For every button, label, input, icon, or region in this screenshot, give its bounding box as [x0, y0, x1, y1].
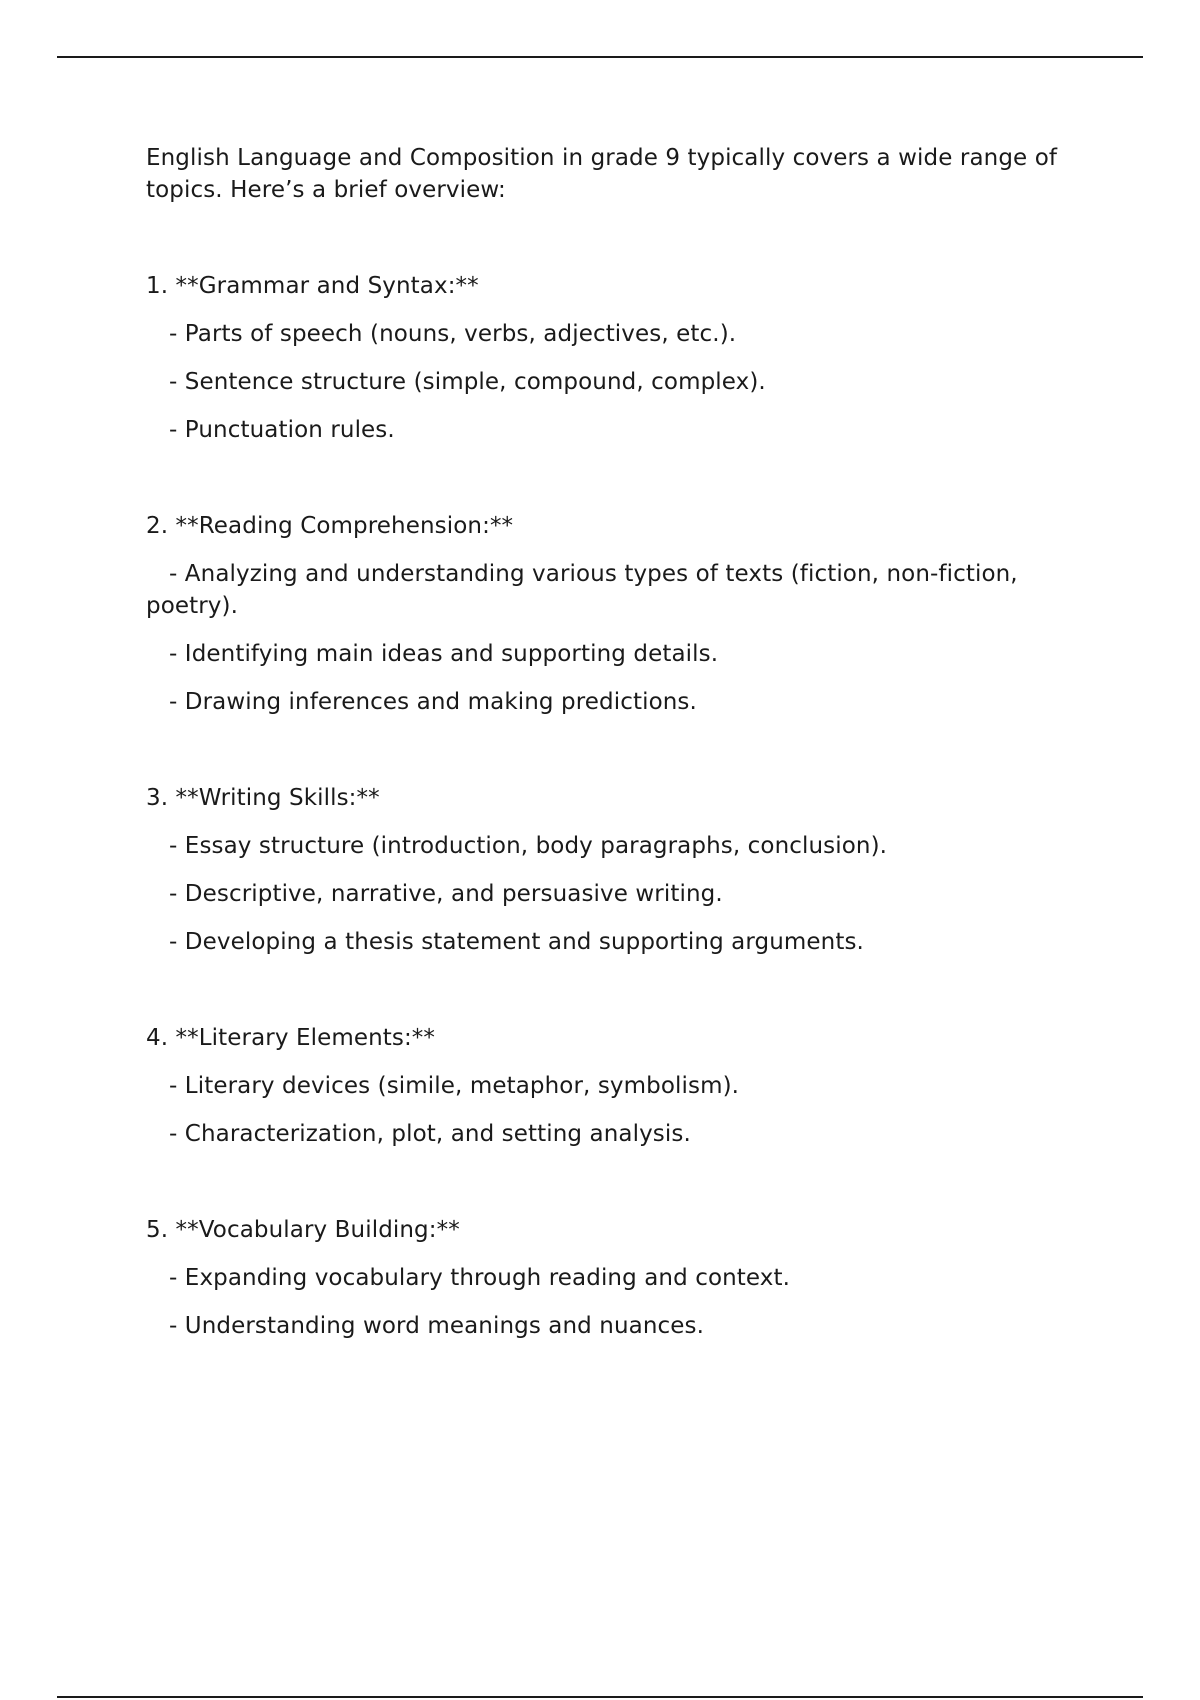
section-heading: 1. **Grammar and Syntax:** [146, 273, 479, 299]
section-reading [146, 510, 1086, 718]
list-item: - Drawing inferences and making predictions. [169, 689, 697, 715]
document-body [146, 142, 1086, 1342]
section-grammar [146, 270, 1086, 446]
section-heading: 2. **Reading Comprehension:** [146, 513, 514, 539]
list-item: - Literary devices (simile, metaphor, symbolism). [169, 1073, 740, 1099]
section-literary [146, 1022, 1086, 1150]
section-heading: 3. **Writing Skills:** [146, 785, 380, 811]
list-item: - Understanding word meanings and nuances. [169, 1313, 705, 1339]
section-heading: 5. **Vocabulary Building:** [146, 1217, 460, 1243]
list-item: - Parts of speech (nouns, verbs, adjectives, etc.). [169, 321, 737, 347]
list-item: - Identifying main ideas and supporting details. [169, 641, 719, 667]
list-item: - Sentence structure (simple, compound, complex). [169, 369, 766, 395]
list-item: - Descriptive, narrative, and persuasive writing. [169, 881, 723, 907]
footer-rule [57, 1696, 1143, 1698]
list-item: - Developing a thesis statement and supporting arguments. [169, 929, 864, 955]
section-heading: 4. **Literary Elements:** [146, 1025, 436, 1051]
section-writing [146, 782, 1086, 958]
list-item: - Essay structure (introduction, body paragraphs, conclusion). [169, 833, 888, 859]
list-item: - Characterization, plot, and setting analysis. [169, 1121, 691, 1147]
header-rule [57, 56, 1143, 58]
list-item: - Punctuation rules. [169, 417, 395, 443]
list-item: - Expanding vocabulary through reading and context. [169, 1265, 791, 1291]
section-vocabulary [146, 1214, 1086, 1342]
intro-paragraph: English Language and Composition in grade 9 typically covers a wide range of topics. Here’s a brief overview: [146, 145, 1058, 203]
list-item: - Analyzing and understanding various types of texts (fiction, non-fiction, poetry). [146, 561, 1018, 619]
